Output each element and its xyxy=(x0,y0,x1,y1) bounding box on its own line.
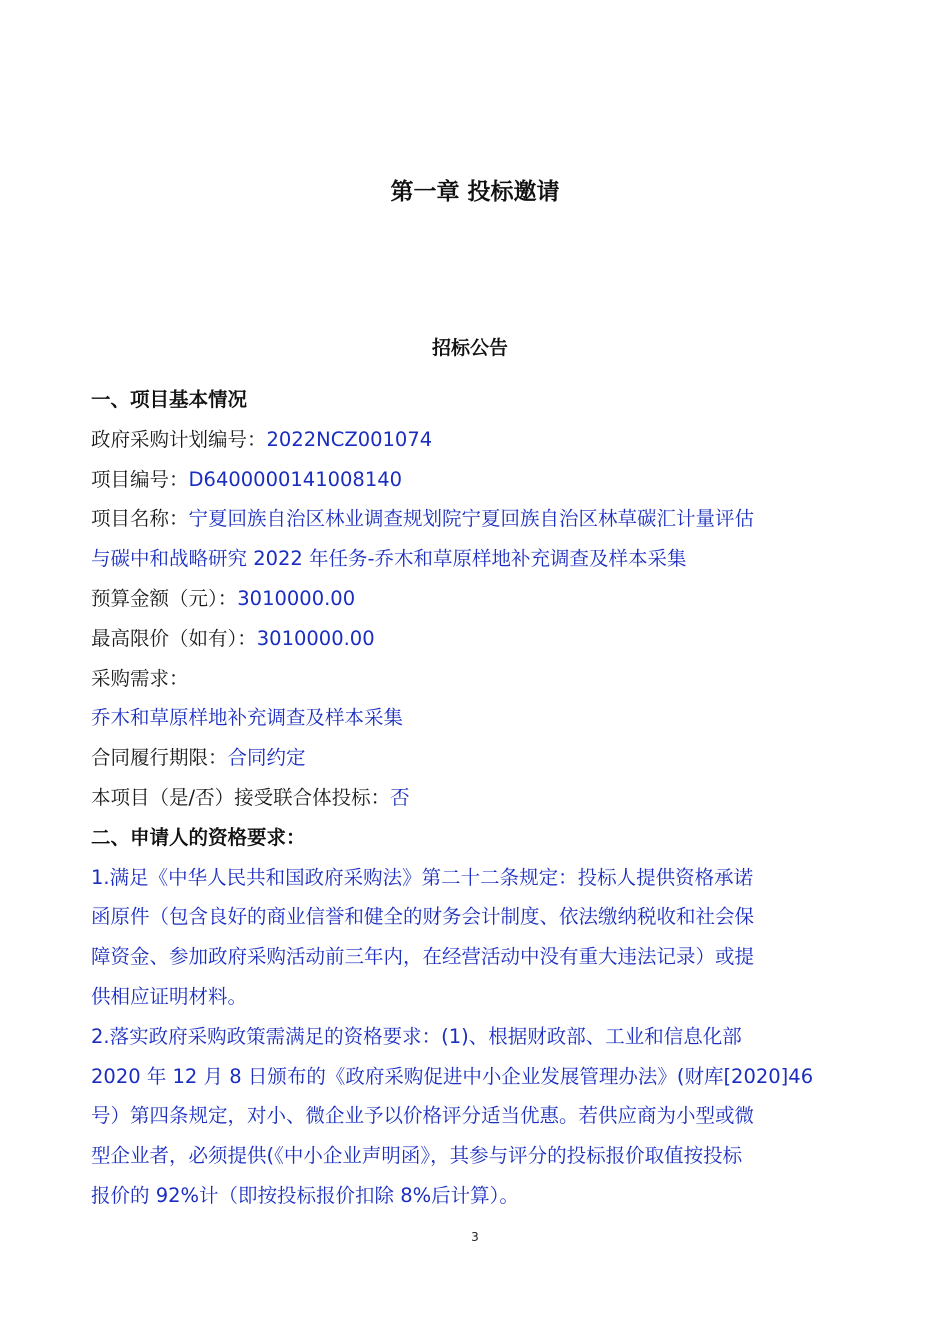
project-number-value: D6400000141008140 xyxy=(188,467,403,491)
max-price-label: 最高限价（如有）： xyxy=(91,626,257,650)
project-number-row xyxy=(91,460,851,500)
section-1-heading: 一、项目基本情况 xyxy=(91,388,248,411)
contract-period-label: 合同履行期限： xyxy=(91,746,228,770)
qualification-item-2-line: 2.落实政府采购政策需满足的资格要求：(1)、根据财政部、工业和信息化部 xyxy=(91,1024,742,1048)
qualification-item-1-line: 障资金、参加政府采购活动前三年内，在经营活动中没有重大违法记录）或提 xyxy=(91,945,755,969)
qualification-item-2-line: 报价的 92%计（即按投标报价扣除 8%后计算）。 xyxy=(91,1183,519,1207)
demand-value: 乔木和草原样地补充调查及样本采集 xyxy=(91,706,404,730)
max-price-row xyxy=(91,619,851,659)
consortium-value: 否 xyxy=(390,785,410,809)
plan-number-value: 2022NCZ001074 xyxy=(266,427,433,451)
project-name-row xyxy=(91,499,851,539)
consortium-label: 本项目（是/否）接受联合体投标： xyxy=(91,785,391,809)
contract-period-value: 合同约定 xyxy=(227,746,306,770)
qualification-item-1-line: 供相应证明材料。 xyxy=(91,984,248,1008)
project-name-label: 项目名称： xyxy=(91,507,189,531)
qualification-item-1-line: 函原件（包含良好的商业信誉和健全的财务会计制度、依法缴纳税收和社会保 xyxy=(91,905,755,929)
qualification-item-2 xyxy=(91,1017,851,1216)
contract-period-row xyxy=(91,738,851,778)
qualification-item-2-line: 2020 年 12 月 8 日颁布的《政府采购促进中小企业发展管理办法》(财库[2020]46 xyxy=(91,1064,814,1088)
demand-label: 采购需求： xyxy=(91,666,189,690)
plan-number-label: 政府采购计划编号： xyxy=(91,427,267,451)
budget-value: 3010000.00 xyxy=(237,586,356,610)
qualification-item-2-line: 号）第四条规定，对小、微企业予以价格评分适当优惠。若供应商为小型或微 xyxy=(91,1104,755,1128)
chapter-title: 第一章 投标邀请 xyxy=(390,179,560,205)
project-name-value-line2: 与碳中和战略研究 2022 年任务-乔木和草原样地补充调查及样本采集 xyxy=(91,547,687,571)
document-body xyxy=(91,380,851,1216)
qualification-item-1-line: 1.满足《中华人民共和国政府采购法》第二十二条规定：投标人提供资格承诺 xyxy=(91,865,754,889)
section-2-heading: 二、申请人的资格要求： xyxy=(91,825,306,849)
max-price-value: 3010000.00 xyxy=(256,626,375,650)
page-number: 3 xyxy=(471,1230,479,1244)
qualification-item-2-line: 型企业者，必须提供(《中小企业声明函》，其参与评分的投标报价取值按投标 xyxy=(91,1144,743,1168)
budget-row xyxy=(91,579,851,619)
notice-title: 招标公告 xyxy=(431,337,508,359)
consortium-row xyxy=(91,778,851,818)
plan-number-row xyxy=(91,420,851,460)
qualification-item-1 xyxy=(91,858,851,1017)
project-number-label: 项目编号： xyxy=(91,467,189,491)
project-name-value-line1: 宁夏回族自治区林业调查规划院宁夏回族自治区林草碳汇计量评估 xyxy=(188,507,755,531)
budget-label: 预算金额（元）： xyxy=(91,586,238,610)
